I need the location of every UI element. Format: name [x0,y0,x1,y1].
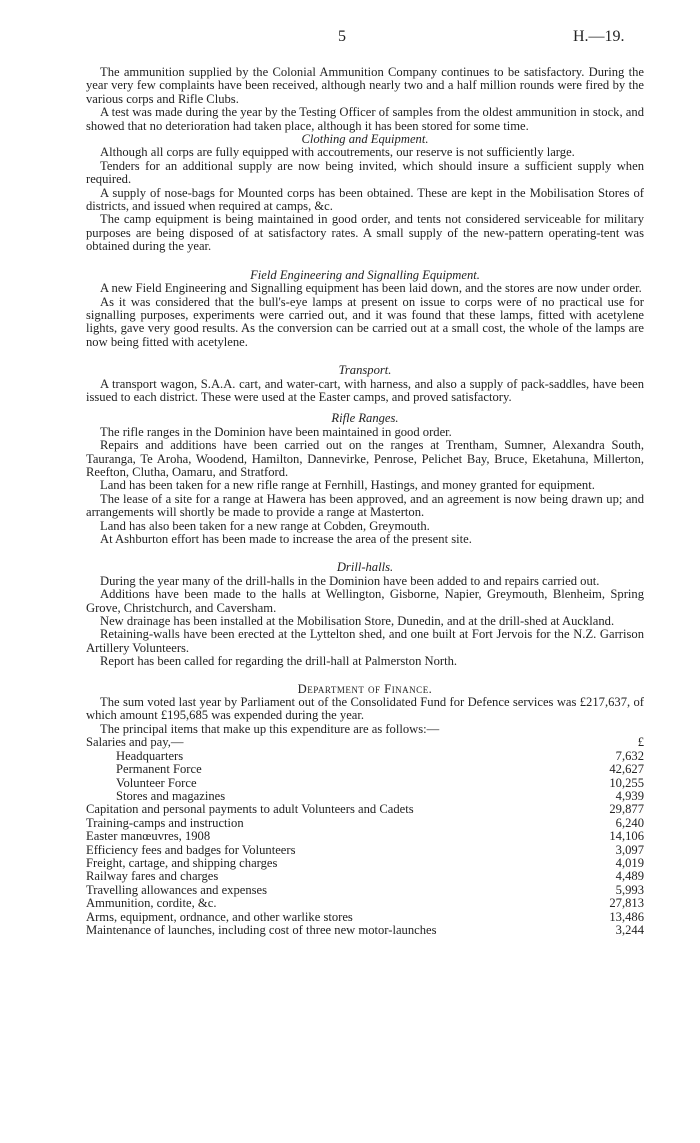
currency-symbol: £ [637,735,644,750]
paragraph: Retaining-walls have been erected at the Lyttelton shed, and one built at Fort Jervois for the N.Z. Garrison Artillery Volunteers. [86,627,644,655]
paragraph: A supply of nose-bags for Mounted corps has been obtained. These are kept in the Mobilisation Stores of districts, and issued when required at camps, &c. [86,185,644,214]
table-row [86,857,644,870]
paragraph: The sum voted last year by Parliament out of the Consolidated Fund for Defence services was £217,637, of which amount £195,685 was expended during the year. [86,695,644,723]
field-engineering-section [86,269,644,349]
table-row [86,830,644,843]
section-heading-transport: Transport. [338,363,392,378]
section-heading-field-engineering: Field Engineering and Signalling Equipment. [250,267,480,282]
section-heading-clothing: Clothing and Equipment. [301,132,429,147]
table-cell-amount: 6,240 [615,815,644,830]
paragraph: The rifle ranges in the Dominion have been maintained in good order. [100,424,452,439]
table-cell-label: Railway fares and charges [86,869,219,884]
table-cell-amount: 7,632 [615,748,644,763]
expenditure-table [86,736,644,937]
table-row [86,790,644,803]
table-cell-label: Ammunition, cordite, &c. [86,896,217,911]
paragraph: Although all corps are fully equipped with accoutrements, our reserve is not sufficiently large. [100,145,575,160]
table-cell-amount: 3,244 [615,922,644,937]
table-row [86,736,644,749]
paragraph: Repairs and additions have been carried out on the ranges at Trentham, Sumner, Alexandra South, Tauranga, Te Aroha, Woodend, Hamilton, Dannevirke, Penrose, Pelichet Bay, Bruce, Eketahuna, Millerton, Reefton, Clutha, Oamaru, and Stratford. [86,438,644,479]
table-cell-label: Salaries and pay,— [86,735,184,750]
table-cell-amount: 5,993 [615,882,644,897]
paragraph: Land has been taken for a new rifle range at Fernhill, Hastings, and money granted for equipment. [100,478,595,493]
table-row [86,750,644,763]
table-cell-label: Arms, equipment, ordnance, and other warlike stores [86,909,353,924]
table-cell-amount: 14,106 [609,829,644,844]
table-row [86,911,644,924]
paragraph: As it was considered that the bull's-eye lamps at present on issue to corps were of no practical use for signalling purposes, experiments were carried out, and it was found that these lamps, fitted with acetylene lights, gave very good results. As the conversion can be carried out at a small cost, the whole of the lamps are now being fitted with acetylene. [86,294,644,349]
table-row [86,897,644,910]
section-heading-drill-halls: Drill-halls. [336,560,394,575]
table-cell-amount: 3,097 [615,842,644,857]
table-cell-label: Headquarters [116,748,184,763]
table-cell-label: Permanent Force [116,762,202,777]
ammunition-section [86,66,644,133]
table-row [86,924,644,937]
table-cell-label: Maintenance of launches, including cost of three new motor-launches [86,922,437,937]
paragraph: Additions have been made to the halls at Wellington, Gisborne, Napier, Greymouth, Blenheim, Spring Grove, Christchurch, and Caversham. [86,587,644,615]
clothing-section [86,133,644,254]
paragraph: The camp equipment is being maintained in good order, and tents not considered serviceable for military purposes are being disposed of at satisfactory rates. A small supply of the new-pattern operating-tent was obtained during the year. [86,212,644,254]
table-cell-amount: 27,813 [609,896,644,911]
drill-halls-section [86,561,644,668]
report-body [86,66,644,937]
finance-section [86,683,644,938]
paragraph: Land has also been taken for a new range at Cobden, Greymouth. [100,518,430,533]
section-heading-rifle-ranges: Rifle Ranges. [331,411,399,426]
table-cell-label: Easter manœuvres, 1908 [86,829,211,844]
paragraph: Tenders for an additional supply are now being invited, which should insure a sufficient supply when required. [86,158,644,187]
table-cell-label: Volunteer Force [116,775,197,790]
table-row [86,870,644,883]
table-row [86,803,644,816]
transport-section [86,364,644,404]
table-cell-label: Training-camps and instruction [86,815,244,830]
table-cell-label: Capitation and personal payments to adult Volunteers and Cadets [86,802,414,817]
page-number: 5 [338,28,346,45]
paragraph: Report has been called for regarding the drill-hall at Palmerston North. [100,654,458,669]
paragraph: The lease of a site for a range at Hawera has been approved, and an agreement is now being drawn up; and arrangements will shortly be made to provide a range at Masterton. [86,491,644,520]
table-cell-amount: 10,255 [609,775,644,790]
paragraph: New drainage has been installed at the Mobilisation Store, Dunedin, and at the drill-shed at Auckland. [100,614,615,629]
paragraph: At Ashburton effort has been made to increase the area of the present site. [100,532,472,546]
table-cell-amount: 4,489 [615,869,644,884]
table-cell-label: Efficiency fees and badges for Volunteers [86,842,296,857]
table-cell-amount: 4,019 [615,855,644,870]
document-reference: H.—19. [573,28,625,45]
table-cell-label: Stores and magazines [116,788,226,803]
table-cell-label: Travelling allowances and expenses [86,882,268,897]
table-cell-amount: 13,486 [609,909,644,924]
paragraph: A test was made during the year by the Testing Officer of samples from the oldest ammunition in stock, and showed that no deterioration had taken place, although it has been stored for some time. [86,105,644,133]
table-row [86,763,644,776]
table-cell-amount: 29,877 [609,802,644,817]
paragraph: A transport wagon, S.A.A. cart, and water-cart, with harness, and also a supply of pack-saddles, have been issued to each district. These were used at the Easter camps, and proved satisfactory. [86,376,644,404]
table-row [86,817,644,830]
table-row [86,884,644,897]
paragraph: A new Field Engineering and Signalling equipment has been laid down, and the stores are now under order. [100,281,642,296]
table-row [86,844,644,857]
paragraph: During the year many of the drill-halls in the Dominion have been added to and repairs carried out. [100,573,600,588]
table-row [86,777,644,790]
table-cell-label: Freight, cartage, and shipping charges [86,855,278,870]
rifle-ranges-section [86,412,644,546]
section-heading-finance: Department of Finance. [297,681,433,696]
table-cell-amount: 4,939 [615,788,644,803]
paragraph: The ammunition supplied by the Colonial Ammunition Company continues to be satisfactory. During the year very few complaints have been received, although nearly two and a half million rounds were fired by the various corps and Rifle Clubs. [86,65,644,106]
paragraph: The principal items that make up this expenditure are as follows:— [100,721,440,736]
table-cell-amount: 42,627 [609,762,644,777]
